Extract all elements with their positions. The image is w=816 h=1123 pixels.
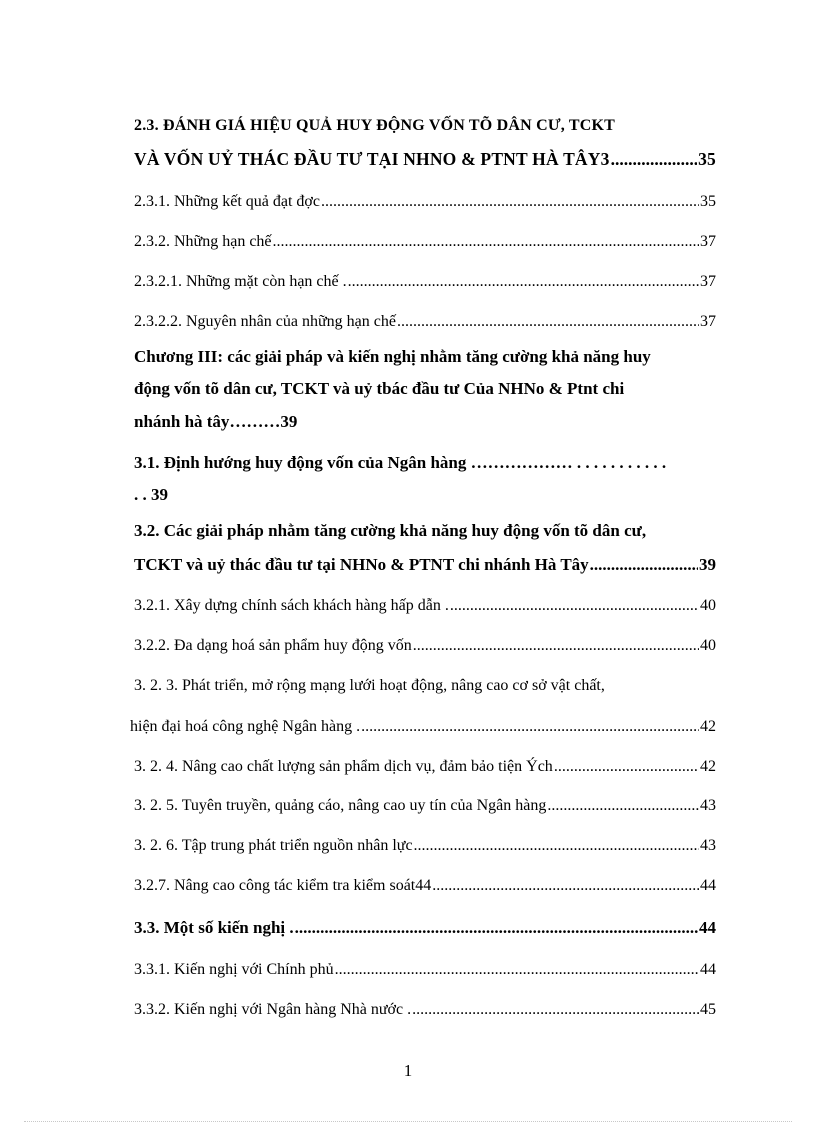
toc-entry-3-2-2[interactable] — [134, 636, 716, 656]
toc-entry-text: 3. 2. 4. Nâng cao chất lượng sản phẩm dịch vụ, đảm bảo tiện Ých — [134, 758, 553, 775]
toc-leader — [321, 192, 699, 212]
toc-page-number: 43 — [700, 837, 716, 854]
toc-leader — [361, 717, 699, 737]
toc-chapter-3-line2: động vốn tõ dân cư, TCKT và uỷ tbác đầu tư Của NHNo & Ptnt chi — [134, 379, 625, 398]
toc-page-number: 45 — [700, 1001, 716, 1018]
toc-entry-2-3-2-1[interactable] — [134, 272, 716, 292]
toc-entry-3-2-1[interactable] — [134, 596, 716, 616]
toc-page-number: 37 — [700, 273, 716, 290]
toc-entry-3-2-7[interactable] — [134, 876, 716, 896]
toc-entry-3-2-4[interactable] — [134, 757, 716, 777]
toc-heading-3-1-line1[interactable]: 3.1. Định hướng huy động vốn của Ngân hàng ……………… . . . . . . . . . . . — [134, 453, 667, 472]
toc-entry-2-3-2-2[interactable] — [134, 312, 716, 332]
toc-leader — [611, 149, 698, 169]
toc-entry-text: 3.3. Một số kiến nghị . — [134, 918, 294, 937]
toc-entry-text: 3. 2. 5. Tuyên truyền, quảng cáo, nâng cao uy tín của Ngân hàng — [134, 797, 547, 814]
toc-leader — [273, 232, 699, 252]
toc-leader — [413, 636, 699, 656]
toc-entry-2-3-2[interactable] — [134, 232, 716, 252]
toc-entry-text: 3. 2. 6. Tập trung phát triển nguồn nhân lực — [134, 837, 413, 854]
toc-heading-3-2-line1: 3.2. Các giải pháp nhằm tăng cường khả năng huy động vốn tõ dân cư, — [134, 521, 647, 540]
toc-entry-3-2-3-line2[interactable] — [130, 717, 716, 737]
toc-page-number: 42 — [700, 718, 716, 735]
toc-leader — [335, 960, 699, 980]
toc-entry-text: hiện đại hoá công nghệ Ngân hàng . — [130, 718, 361, 735]
toc-page-number: 40 — [700, 637, 716, 654]
toc-heading-2-3-line1: 2.3. ĐÁNH GIÁ HIỆU QUẢ HUY ĐỘNG VỐN TÕ DÂN CƯ, TCKT — [134, 117, 616, 134]
toc-leader — [450, 596, 699, 616]
toc-entry-text: VÀ VỐN UỶ THÁC ĐẦU TƯ TẠI NHNO & PTNT HÀ TÂY3 — [134, 149, 610, 169]
toc-page-number: 37 — [700, 313, 716, 330]
toc-leader — [547, 796, 699, 816]
toc-entry-text: 3.3.1. Kiến nghị với Chính phủ — [134, 961, 334, 978]
toc-page-number: 37 — [700, 233, 716, 250]
toc-leader — [397, 312, 699, 332]
toc-page-number: 42 — [700, 758, 716, 775]
toc-entry-text: 2.3.2. Những hạn chế — [134, 233, 272, 250]
toc-heading-3-2-line2[interactable] — [134, 555, 716, 575]
toc-leader — [554, 757, 699, 777]
toc-page-number: 44 — [700, 877, 716, 894]
toc-entry-text: 3.3.2. Kiến nghị với Ngân hàng Nhà nước . — [134, 1001, 412, 1018]
toc-page-number: 44 — [700, 961, 716, 978]
toc-entry-3-3-2[interactable] — [134, 1000, 716, 1020]
toc-heading-3-3[interactable] — [134, 918, 716, 938]
page-number: 1 — [403, 1061, 413, 1080]
toc-page-number: 44 — [699, 918, 716, 937]
toc-chapter-3-line3[interactable]: nhánh hà tây………39 — [134, 412, 298, 431]
toc-entry-3-2-6[interactable] — [134, 836, 716, 856]
toc-page-number: 40 — [700, 597, 716, 614]
toc-leader — [412, 1000, 699, 1020]
toc-entry-text: 2.3.1. Những kết quả đạt đợc — [134, 193, 320, 210]
toc-entry-3-2-3-line1: 3. 2. 3. Phát triển, mở rộng mạng lưới hoạt động, nâng cao cơ sở vật chất, — [134, 677, 605, 694]
toc-leader — [295, 918, 698, 938]
toc-entry-text: 3.2.7. Nâng cao công tác kiểm tra kiểm soát44 — [134, 877, 432, 894]
toc-heading-3-1-line2: . . 39 — [134, 485, 168, 504]
toc-entry-2-3-1[interactable] — [134, 192, 716, 212]
toc-entry-text: 2.3.2.1. Những mặt còn hạn chế . — [134, 273, 347, 290]
toc-leader — [432, 876, 699, 896]
toc-entry-text: TCKT và uỷ thác đầu tư tại NHNo & PTNT chi nhánh Hà Tây — [134, 555, 589, 574]
toc-entry-3-2-5[interactable] — [134, 796, 716, 816]
toc-entry-text: 3.2.1. Xây dựng chính sách khách hàng hấp dẫn . — [134, 597, 449, 614]
toc-page-number: 35 — [698, 149, 716, 169]
toc-page-number: 39 — [699, 555, 716, 574]
toc-page-number: 43 — [700, 797, 716, 814]
toc-page-number: 35 — [700, 193, 716, 210]
toc-leader — [414, 836, 699, 856]
toc-leader — [590, 555, 698, 575]
toc-chapter-3-line1: Chương III: các giải pháp và kiến nghị nhằm tăng cường khả năng huy — [134, 347, 651, 366]
toc-entry-text: 2.3.2.2. Nguyên nhân của những hạn chế — [134, 313, 396, 330]
toc-heading-2-3-line2[interactable] — [134, 149, 716, 169]
toc-entry-text: 3.2.2. Đa dạng hoá sản phẩm huy động vốn — [134, 637, 412, 654]
page-bottom-divider — [24, 1121, 792, 1122]
toc-leader — [348, 272, 699, 292]
toc-entry-3-3-1[interactable] — [134, 960, 716, 980]
